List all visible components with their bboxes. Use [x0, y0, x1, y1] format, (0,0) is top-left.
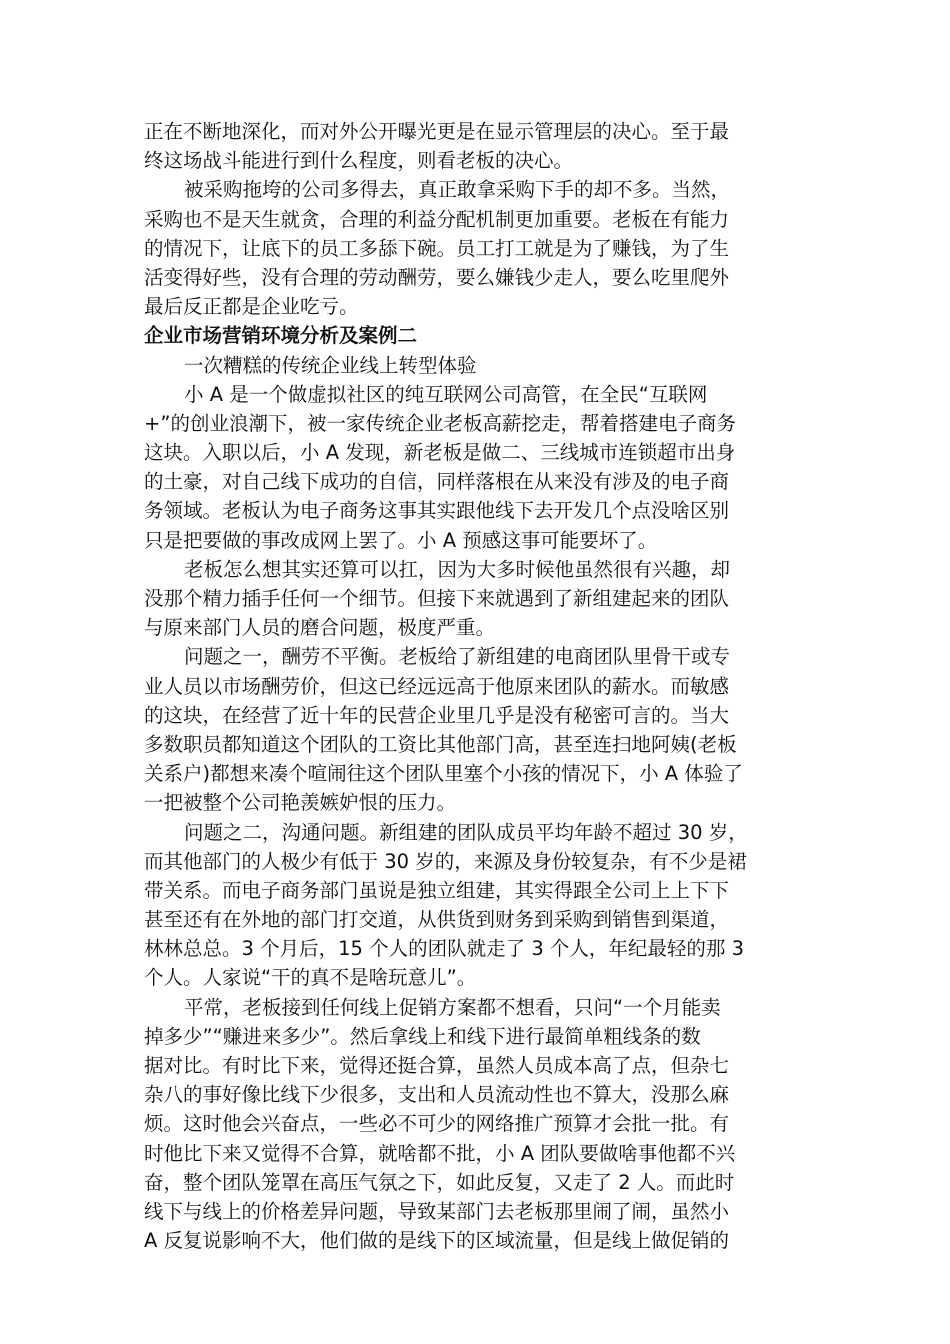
paragraph-start-line: 小 A 是一个做虚拟社区的纯互联网公司高管，在全民“互联网	[184, 382, 708, 406]
text-line: 线下与线上的价格差异问题，导致某部门去老板那里闹了闹，虽然小	[144, 1199, 730, 1223]
text-line: 个人。人家说“干的真不是啥玩意儿”。	[144, 966, 477, 990]
text-line: 多数职员都知道这个团队的工资比其他部门高，甚至连扫地阿姨(老板	[144, 732, 737, 756]
text-line: 正在不断地深化，而对外公开曝光更是在显示管理层的决心。至于最	[144, 120, 730, 143]
paragraph-start-line: 平常，老板接到任何线上促销方案都不想看，只问“一个月能卖	[184, 995, 721, 1019]
text-line: 而其他部门的人极少有低于 30 岁的，来源及身份较复杂，有不少是裙	[144, 849, 747, 873]
text-line: 的土豪，对自己线下成功的自信，同样落根在从来没有涉及的电子商	[144, 470, 730, 494]
text-line: 最后反正都是企业吃亏。	[144, 295, 359, 319]
text-line: 与原来部门人员的磨合问题，极度严重。	[144, 616, 496, 640]
document-page	[144, 117, 810, 1255]
text-line: 终这场战斗能进行到什么程度，则看老板的决心。	[144, 149, 574, 173]
text-line: 甚至还有在外地的部门打交道，从供货到财务到采购到销售到渠道，	[144, 908, 730, 932]
text-line: 杂八的事好像比线下少很多，支出和人员流动性也不算大，没那么麻	[144, 1083, 730, 1107]
text-line: A 反复说影响不大，他们做的是线下的区域流量，但是线上做促销的	[144, 1229, 730, 1253]
text-line: 只是把要做的事改成网上罢了。小 A 预感这事可能要坏了。	[144, 528, 658, 552]
text-line: 活变得好些，没有合理的劳动酬劳，要么嫌钱少走人，要么吃里爬外	[144, 265, 730, 289]
text-line: 烦。这时他会兴奋点，一些必不可少的网络推广预算才会批一批。有	[144, 1112, 730, 1136]
text-line: 这块。入职以后，小 A 发现，新老板是做二、三线城市连锁超市出身	[144, 441, 736, 465]
text-line: 的这块，在经营了近十年的民营企业里几乎是没有秘密可言的。当大	[144, 703, 730, 727]
paragraph-start-line: 老板怎么想其实还算可以扛，因为大多时候他虽然很有兴趣，却	[184, 557, 731, 581]
text-line: 时他比下来又觉得不合算，就啥都不批，小 A 团队要做啥事他都不兴	[144, 1141, 736, 1165]
text-line: 关系户)都想来凑个喧闹往这个团队里塞个小孩的情况下，小 A 体验了	[144, 762, 743, 786]
text-line: 的情况下，让底下的员工多舔下碗。员工打工就是为了赚钱，为了生	[144, 236, 730, 260]
text-line: 据对比。有时比下来，觉得还挺合算，虽然人员成本高了点，但杂七	[144, 1054, 730, 1077]
paragraph-start-line: 被采购拖垮的公司多得去，真正敢拿采购下手的却不多。当然，	[184, 178, 731, 202]
subtitle-line: 一次糟糕的传统企业线上转型体验	[184, 353, 477, 377]
text-line: +”的创业浪潮下，被一家传统企业老板高薪挖走，帮着搭建电子商务	[144, 411, 736, 435]
text-line: 没那个精力插手任何一个细节。但接下来就遇到了新组建起来的团队	[144, 587, 730, 610]
text-line: 一把被整个公司艳羡嫉妒恨的压力。	[144, 791, 457, 815]
paragraph-start-line: 问题之二，沟通问题。新组建的团队成员平均年龄不超过 30 岁，	[184, 820, 748, 844]
text-line: 带关系。而电子商务部门虽说是独立组建，其实得跟全公司上上下下	[144, 878, 730, 902]
text-line: 采购也不是天生就贪，合理的利益分配机制更加重要。老板在有能力	[144, 207, 730, 231]
paragraph-start-line: 问题之一，酬劳不平衡。老板给了新组建的电商团队里骨干或专	[184, 645, 731, 669]
text-line: 奋，整个团队笼罩在高压气氛之下，如此反复，又走了 2 人。而此时	[144, 1170, 735, 1194]
text-line: 林林总总。3 个月后，15 个人的团队就走了 3 个人，年纪最轻的那 3	[144, 937, 745, 961]
text-line: 务领域。老板认为电子商务这事其实跟他线下去开发几个点没啥区别	[144, 499, 730, 523]
section-heading: 企业市场营销环境分析及案例二	[144, 324, 418, 348]
text-line: 掉多少”“赚进来多少”。然后拿线上和线下进行最简单粗线条的数	[144, 1024, 701, 1048]
text-line: 业人员以市场酬劳价，但这已经远远高于他原来团队的薪水。而敏感	[144, 674, 730, 698]
